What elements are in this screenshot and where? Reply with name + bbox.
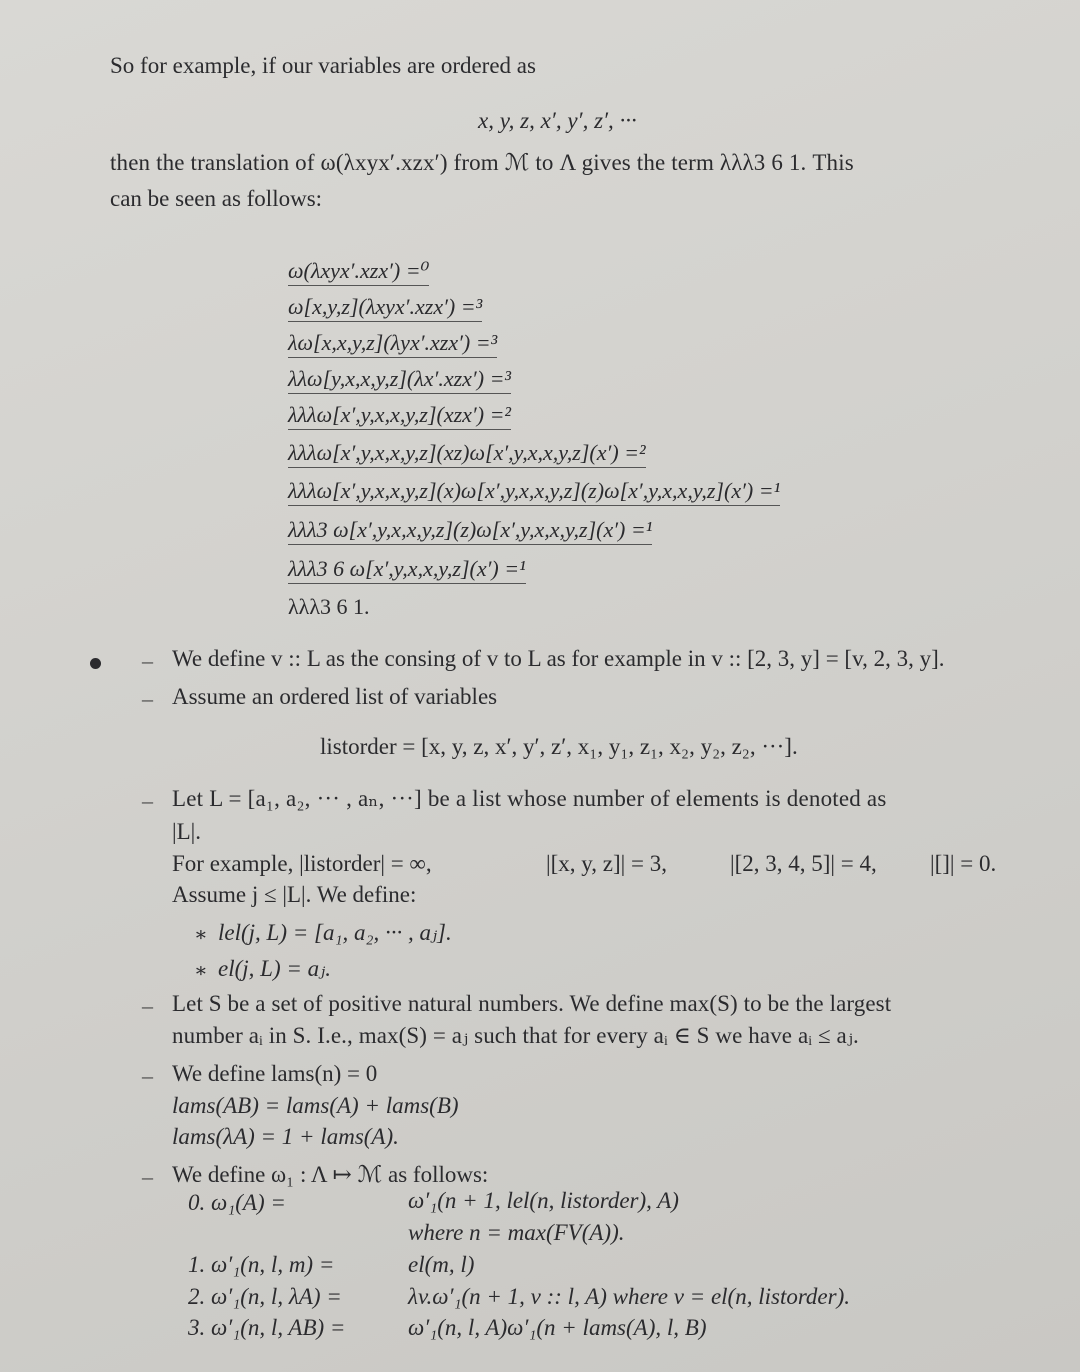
bullet-dot-icon	[90, 658, 101, 669]
max-line-2: number aᵢ in S. I.e., max(S) = aⱼ such that for every aᵢ ∈ S we have aᵢ ≤ aⱼ.	[172, 1023, 859, 1048]
lams-line-2: lams(AB) = lams(A) + lams(B)	[172, 1093, 459, 1118]
en-dash-icon: –	[142, 993, 153, 1018]
example-listorder: For example, |listorder| = ∞,	[172, 851, 432, 876]
derivation-line: λλλω[x′,y,x,x,y,z](xz)ω[x′,y,x,x,y,z](x′) =²	[288, 440, 646, 468]
derivation-line: λλλ3 ω[x′,y,x,x,y,z](z)ω[x′,y,x,x,y,z](x′) =¹	[288, 517, 652, 545]
lams-line-3: lams(λA) = 1 + lams(A).	[172, 1124, 399, 1149]
variable-order: x, y, z, x′, y′, z′, ···	[478, 108, 637, 133]
intro-line-2: then the translation of ω(λxyx′.xzx′) from ℳ to Λ gives the term λλλ3 6 1. This	[110, 150, 854, 175]
asterisk-icon: ∗	[194, 924, 208, 946]
example-2345: |[2, 3, 4, 5]| = 4,	[730, 851, 877, 876]
rule-2-rhs: λv.ω′₁(n + 1, v :: l, A) where v = el(n, listorder).	[408, 1284, 850, 1309]
intro-line-3: can be seen as follows:	[110, 186, 323, 211]
rule-0-rhs: ω′₁(n + 1, lel(n, listorder), A)	[408, 1188, 679, 1213]
lams-line-1: We define lams(n) = 0	[172, 1061, 378, 1086]
en-dash-icon: –	[142, 1164, 153, 1189]
asterisk-icon: ∗	[194, 960, 208, 982]
max-line-1: Let S be a set of positive natural numbers. We define max(S) to be the largest	[172, 991, 892, 1016]
intro-line-1: So for example, if our variables are ordered as	[110, 53, 536, 78]
rule-1-lhs: 1. ω′₁(n, l, m) =	[188, 1252, 335, 1277]
example-empty: |[]| = 0.	[930, 851, 997, 876]
derivation-line: λλω[y,x,x,y,z](λx′.xzx′) =³	[288, 366, 511, 394]
derivation-line: λλλω[x′,y,x,x,y,z](xzx′) =²	[288, 402, 511, 430]
rule-1-rhs: el(m, l)	[408, 1252, 475, 1277]
rule-3-rhs: ω′₁(n, l, A)ω′₁(n + lams(A), l, B)	[408, 1315, 707, 1340]
omega-definition-intro: We define ω₁ : Λ ↦ ℳ as follows:	[172, 1162, 489, 1187]
derivation-line: λλλω[x′,y,x,x,y,z](x)ω[x′,y,x,x,y,z](z)ω[x′,y,x,x,y,z](x′) =¹	[288, 478, 780, 506]
derivation-result: λλλ3 6 1.	[288, 594, 370, 619]
lel-definition: lel(j, L) = [a₁, a₂, ··· , aⱼ].	[218, 920, 452, 945]
derivation-line: λω[x,x,y,z](λyx′.xzx′) =³	[288, 330, 497, 358]
en-dash-icon: –	[142, 788, 153, 813]
consing-definition: We define v :: L as the consing of v to L as for example in v :: [2, 3, y] = [v, 2, 3, y].	[172, 646, 945, 671]
en-dash-icon: –	[142, 648, 153, 673]
en-dash-icon: –	[142, 1063, 153, 1088]
el-definition: el(j, L) = aⱼ.	[218, 956, 331, 981]
assume-j: Assume j ≤ |L|. We define:	[172, 882, 417, 907]
let-l-line-2: |L|.	[172, 819, 202, 844]
assume-ordered-list: Assume an ordered list of variables	[172, 684, 498, 709]
derivation-line: λλλ3 6 ω[x′,y,x,x,y,z](x′) =¹	[288, 556, 526, 584]
listorder-definition: listorder = [x, y, z, x′, y′, z′, x₁, y₁, z₁, x₂, y₂, z₂, ···].	[320, 734, 798, 759]
derivation-line: ω[x,y,z](λxyx′.xzx′) =³	[288, 294, 482, 322]
rule-3-lhs: 3. ω′₁(n, l, AB) =	[188, 1315, 346, 1340]
en-dash-icon: –	[142, 686, 153, 711]
example-xyz: |[x, y, z]| = 3,	[546, 851, 667, 876]
rule-0-where: where n = max(FV(A)).	[408, 1220, 625, 1245]
rule-2-lhs: 2. ω′₁(n, l, λA) =	[188, 1284, 342, 1309]
rule-0-lhs: 0. ω₁(A) =	[188, 1190, 286, 1215]
derivation-line: ω(λxyx′.xzx′) =⁰	[288, 258, 429, 286]
let-l-line-1: Let L = [a₁, a₂, ··· , aₙ, ···] be a list whose number of elements is denoted as	[172, 786, 887, 811]
